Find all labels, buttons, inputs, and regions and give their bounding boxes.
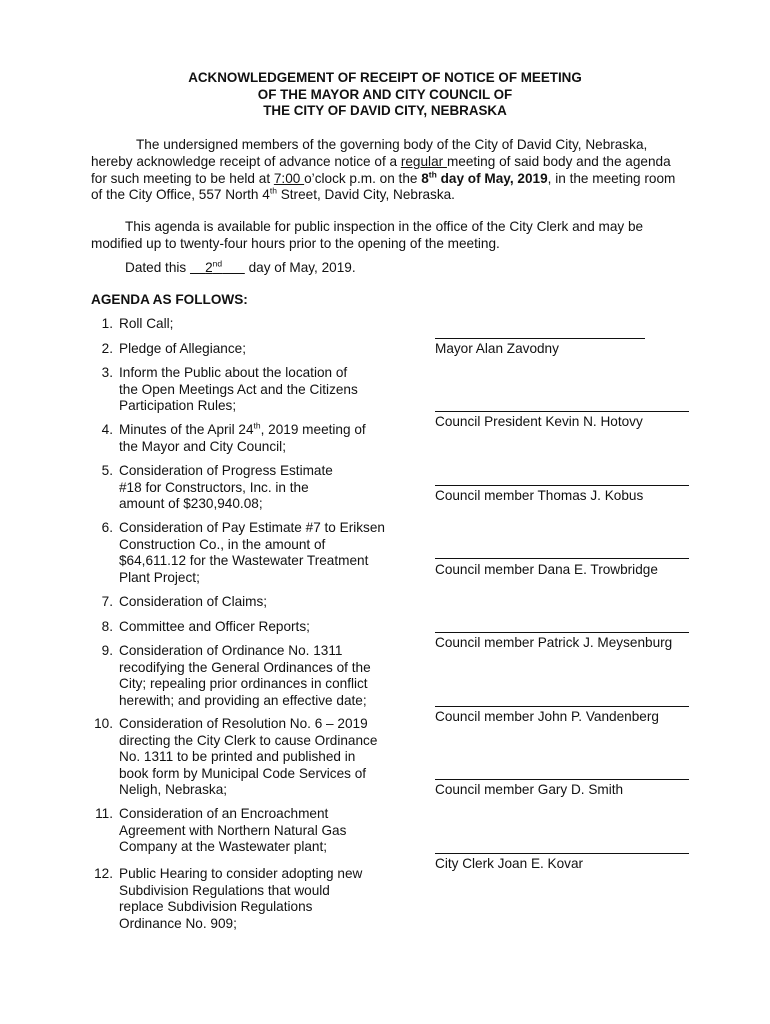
agenda-item-text-pre: Minutes of the April 24 bbox=[119, 422, 254, 437]
agenda-item-text: Roll Call; bbox=[119, 316, 174, 331]
signature-name: City Clerk Joan E. Kovar bbox=[435, 856, 584, 871]
dated-prefix: Dated this bbox=[125, 260, 190, 275]
agenda-item-text: Public Hearing to consider adopting new Subdivision Regulations that would replace Subdivision Regulations Ordinance No. 909; bbox=[119, 866, 363, 931]
signature-line bbox=[435, 706, 689, 707]
agenda-item-number: 4. bbox=[101, 422, 113, 437]
signature-line bbox=[435, 558, 689, 559]
agenda-heading: AGENDA AS FOLLOWS: bbox=[91, 292, 248, 307]
dated-day bbox=[190, 260, 245, 275]
agenda-item-text: Committee and Officer Reports; bbox=[119, 619, 310, 634]
agenda-item-text: Pledge of Allegiance; bbox=[119, 341, 246, 356]
meeting-time: 7:00 bbox=[273, 170, 305, 186]
dated-line bbox=[125, 260, 625, 277]
intro-text-2: meeting of said body and the agenda for such meeting to be held at bbox=[91, 153, 671, 186]
meeting-date-rest: day of May, 2019 bbox=[436, 170, 548, 186]
intro-text-5: Street, David City, Nebraska. bbox=[276, 187, 455, 203]
signature-line bbox=[435, 411, 689, 412]
agenda-item-number: 11. bbox=[95, 806, 113, 821]
agenda-item-text: Consideration of Progress Estimate #18 for Constructors, Inc. in the amount of $230,940.08; bbox=[119, 463, 333, 512]
agenda-item-text bbox=[119, 422, 369, 455]
agenda-item-number: 9. bbox=[101, 643, 113, 658]
title-line-1: ACKNOWLEDGEMENT OF RECEIPT OF NOTICE OF MEETING bbox=[188, 70, 582, 85]
agenda-item-number: 1. bbox=[101, 316, 113, 331]
meeting-date-sup: th bbox=[428, 169, 437, 180]
title-line-3: THE CITY OF DAVID CITY, NEBRASKA bbox=[263, 103, 507, 118]
agenda-item-number: 7. bbox=[101, 594, 113, 609]
agenda-item-text: Consideration of an Encroachment Agreement with Northern Natural Gas Company at the Wastewater plant; bbox=[119, 806, 347, 855]
agenda-item-number: 3. bbox=[101, 365, 113, 380]
signature-name: Council member Patrick J. Meysenburg bbox=[435, 635, 673, 650]
signature-line bbox=[435, 338, 645, 339]
agenda-item-number: 2. bbox=[101, 341, 113, 356]
signature-name: Council member Thomas J. Kobus bbox=[435, 488, 644, 503]
agenda-item-text: Consideration of Ordinance No. 1311 recodifying the General Ordinances of the City; repealing prior ordinances in conflict herewith; and providing an effective date; bbox=[119, 643, 371, 708]
signature-name: Council member John P. Vandenberg bbox=[435, 709, 659, 724]
dated-day-num: 2 bbox=[205, 260, 213, 275]
agenda-item-text: Inform the Public about the location of the Open Meetings Act and the Citizens Participation Rules; bbox=[119, 365, 358, 414]
intro-text-1: The undersigned members of the governing body of the City of David City, Nebraska, hereby acknowledge receipt of advance notice of a bbox=[91, 137, 648, 169]
agenda-item-text-post: , 2019 meeting of the Mayor and City Council; bbox=[119, 422, 366, 454]
inspection-paragraph: This agenda is available for public inspection in the office of the City Clerk and may be modified up to twenty-four hours prior to the opening of the meeting. bbox=[91, 219, 644, 251]
signature-name: Mayor Alan Zavodny bbox=[435, 341, 559, 356]
signature-name: Council member Dana E. Trowbridge bbox=[435, 562, 658, 577]
document-title bbox=[0, 70, 770, 120]
agenda-item-number: 12. bbox=[94, 866, 113, 881]
intro-paragraph bbox=[91, 137, 681, 204]
signature-name: Council President Kevin N. Hotovy bbox=[435, 414, 643, 429]
agenda-item-text: Consideration of Claims; bbox=[119, 594, 268, 609]
meeting-date bbox=[421, 171, 547, 186]
agenda-item-text-sup: th bbox=[253, 420, 261, 431]
street-sup: th bbox=[269, 185, 277, 196]
meeting-type: regular bbox=[400, 153, 447, 169]
signature-name: Council member Gary D. Smith bbox=[435, 782, 624, 797]
dated-day-sup: nd bbox=[212, 258, 223, 269]
agenda-item-number: 8. bbox=[101, 619, 113, 634]
agenda-item-text: Consideration of Resolution No. 6 – 2019 directing the City Clerk to cause Ordinance No. 1311 to be printed and published in book form by Municipal Code Services of Neligh, Nebraska; bbox=[119, 716, 378, 798]
agenda-item-number: 6. bbox=[101, 520, 113, 535]
agenda-item-number: 5. bbox=[101, 463, 113, 478]
meeting-date-num: 8 bbox=[421, 170, 429, 186]
agenda-item-number: 10. bbox=[94, 716, 113, 731]
signature-line bbox=[435, 485, 689, 486]
intro-text-4: , in the meeting room of the City Office, 557 North 4 bbox=[91, 170, 676, 203]
dated-suffix: day of May, 2019. bbox=[244, 260, 356, 275]
intro-text-3: o’clock p.m. on the bbox=[304, 170, 422, 186]
title-line-2: OF THE MAYOR AND CITY COUNCIL OF bbox=[257, 86, 513, 102]
signature-line bbox=[435, 853, 689, 854]
signature-line bbox=[435, 632, 689, 633]
signature-line bbox=[435, 779, 689, 780]
agenda-item-text: Consideration of Pay Estimate #7 to Eriksen Construction Co., in the amount of $64,611.12 for the Wastewater Treatment Plant Project; bbox=[119, 520, 385, 585]
